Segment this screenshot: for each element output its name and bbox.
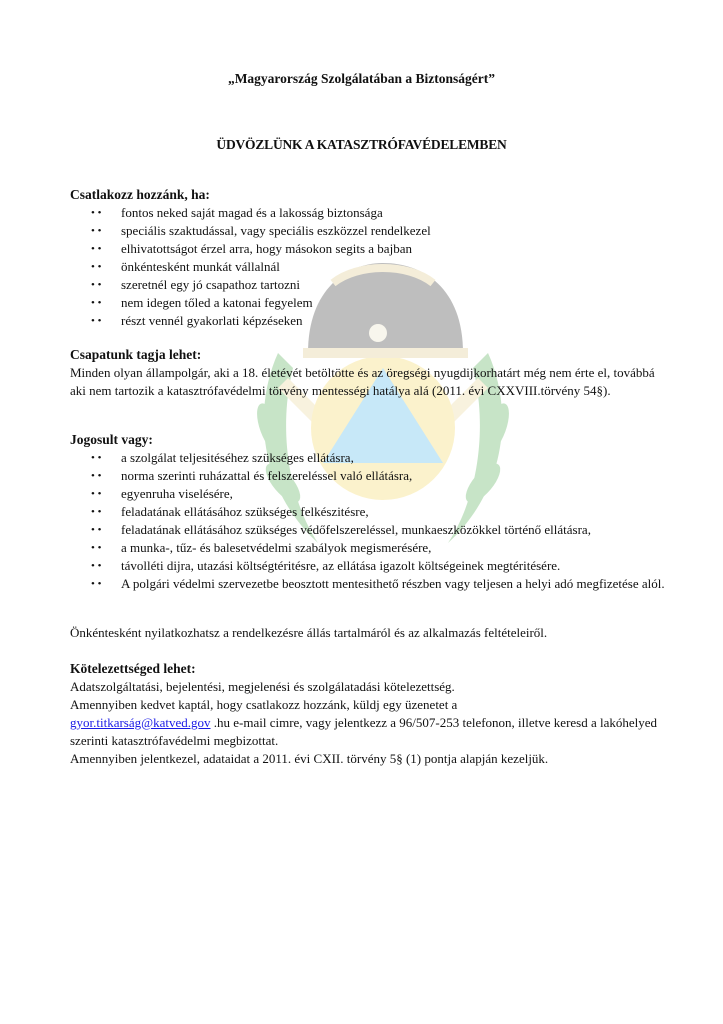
bullet-icon: • • [91,470,102,482]
list-item: • • távolléti dijra, utazási költségtéritésre, az ellátása igazolt költségeinek megtéritésére. [91,558,561,573]
list-item: • • elhivatottságot érzel arra, hogy másokon segits a bajban [91,241,412,256]
obligation-section [70,660,670,768]
bullet-icon: • • [91,225,102,237]
join-heading: Csatlakozz hozzánk, ha: [70,187,210,202]
member-section [70,346,670,400]
list-item: • • speciális szaktudással, vagy speciális eszközzel rendelkezel [91,223,431,238]
list-item: • • a munka-, tűz- és balesetvédelmi szabályok megismerésére, [91,540,432,555]
obligation-heading: Kötelezettséged lehet: [70,661,196,676]
bullet-icon: • • [91,524,102,536]
entitled-heading: Jogosult vagy: [70,432,153,447]
list-item: • • fontos neked saját magad és a lakosság biztonsága [91,205,383,220]
list-item: • • A polgári védelmi szervezetbe beosztott mentesithető részben vagy teljesen a helyi adó megfizetése alól. [91,576,665,591]
contact-intro: Amennyiben kedvet kaptál, hogy csatlakozz hozzánk, küldj egy üzenetet a [70,697,458,712]
list-item: • • szeretnél egy jó csapathoz tartozni [91,277,301,292]
list-item: • • részt vennél gyakorlati képzéseken [91,313,303,328]
join-list [70,204,670,330]
bullet-icon: • • [91,207,102,219]
contact-text: gyor.titkarság@katved.gov .hu e-mail cimre, vagy jelentkezz a 96/507-253 telefonon, illetve keresd a lakóhelyed szerinti katasztrófavédelmi megbizottat. [70,715,658,748]
bullet-icon: • • [91,297,102,309]
bullet-icon: • • [91,279,102,291]
privacy-text: Amennyiben jelentkezel, adataidat a 2011. évi CXII. törvény 5§ (1) pontja alapján kezeljük. [70,751,549,766]
bullet-icon: • • [91,542,102,554]
obligation-line: Adatszolgáltatási, bejelentési, megjelenési és szolgálatadási kötelezettség. [70,679,455,694]
entitled-section [70,431,670,593]
list-item: • • feladatának ellátásához szükséges védőfelszereléssel, munkaeszközökkel történő ellátásra, [91,522,591,537]
bullet-icon: • • [91,315,102,327]
entitled-list [70,449,670,593]
bullet-icon: • • [91,488,102,500]
list-item: • • norma szerinti ruházattal és felszereléssel való ellátásra, [91,468,413,483]
declare-text: Önkéntesként nyilatkozhatsz a rendelkezésre állás tartalmáról és az alkalmazás feltételeiről. [70,625,548,640]
bullet-icon: • • [91,560,102,572]
bullet-icon: • • [91,243,102,255]
list-item: • • önkéntesként munkát vállalnál [91,259,280,274]
member-heading: Csapatunk tagja lehet: [70,347,202,362]
join-section [70,186,670,330]
list-item: • • a szolgálat teljesitéséhez szükséges ellátásra, [91,450,354,465]
page-title: ÜDVÖZLÜNK A KATASZTRÓFAVÉDELEMBEN [216,137,507,152]
email-link[interactable]: gyor.titkarság@katved.gov [70,715,211,730]
motto-heading: „Magyarország Szolgálatában a Biztonságért” [227,71,496,86]
list-item: • • nem idegen tőled a katonai fegyelem [91,295,313,310]
bullet-icon: • • [91,506,102,518]
bullet-icon: • • [91,578,102,590]
list-item: • • feladatának ellátásához szükséges felkészitésre, [91,504,369,519]
bullet-icon: • • [91,452,102,464]
declare-section [70,624,670,642]
bullet-icon: • • [91,261,102,273]
list-item: • • egyenruha viselésére, [91,486,233,501]
member-text: Minden olyan állampolgár, aki a 18. életévét betöltötte és az öregségi nyugdijkorhatárt még nem érte el, továbbá aki nem tartozik a katasztrófavédelmi törvény mentességi hatálya alá (2011. évi CXXVIII.törvény 54§). [70,365,655,398]
